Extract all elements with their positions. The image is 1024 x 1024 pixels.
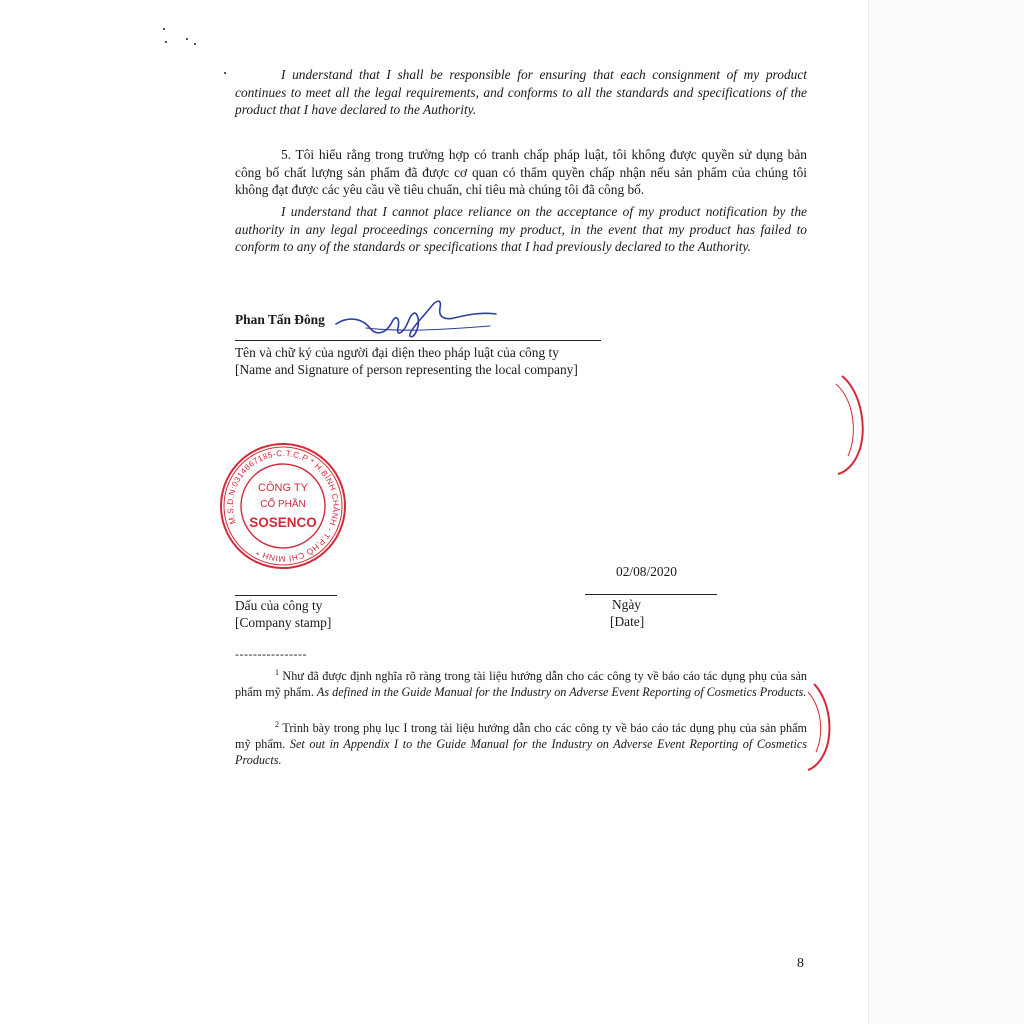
stamp-label-vi: Dấu của công ty bbox=[235, 598, 323, 613]
footnote-separator: ---------------- bbox=[235, 647, 307, 661]
footnote-2-en: Set out in Appendix I to the Guide Manual for the Industry on Adverse Event Reporting of Cosmetics Products. bbox=[235, 737, 807, 767]
footnote-1-mark: 1 bbox=[275, 667, 279, 677]
date-label-en: [Date] bbox=[610, 614, 645, 629]
partial-stamp-edge-bottom bbox=[806, 682, 836, 772]
stamp-line-2: CỔ PHẦN bbox=[260, 499, 306, 510]
signer-name: Phan Tấn Đông bbox=[235, 312, 325, 327]
page-edge bbox=[868, 0, 1024, 1024]
stamp-line bbox=[235, 595, 337, 596]
footnote-2-vi: Trình bày trong phụ lục I trong tài liệu hướng dẫn cho các công ty về báo cáo tác dụng phụ của sản phẩm mỹ phẩm. bbox=[235, 721, 807, 751]
stamp-line-3: SOSENCO bbox=[249, 515, 317, 530]
signature-line bbox=[235, 340, 601, 341]
footnote-2-mark: 2 bbox=[275, 719, 279, 729]
signature-label-en: [Name and Signature of person representing the local company] bbox=[235, 362, 578, 377]
paragraph-5-vietnamese: 5. Tôi hiểu rằng trong trường hợp có tranh chấp pháp luật, tôi không được quyền sử dụng bản công bố chất lượng sản phẩm đã được cơ quan có thẩm quyền chấp nhận nếu sản phẩm của chúng tôi không đạt được các yêu cầu về tiêu chuẩn, chỉ tiêu mà chúng tôi đã công bố. bbox=[235, 147, 807, 197]
date-line bbox=[585, 594, 717, 595]
footnote-1 bbox=[235, 668, 807, 700]
date-label-vi: Ngày bbox=[612, 597, 642, 612]
stamp-line-1: CÔNG TY bbox=[258, 482, 308, 494]
signature-label-vi: Tên và chữ ký của người đại diện theo pháp luật của công ty bbox=[235, 345, 559, 360]
partial-stamp-edge-top bbox=[832, 372, 872, 476]
stamp-label-en: [Company stamp] bbox=[235, 615, 332, 630]
footnote-1-vi: Như đã được định nghĩa rõ ràng trong tài liệu hướng dẫn cho các công ty về báo cáo tác dụng phụ của sản phẩm mỹ phẩm. bbox=[235, 669, 807, 699]
paragraph-4-english: I understand that I shall be responsible for ensuring that each consignment of my product continues to meet all the legal requirements, and conforms to all the standards and specifications of the product that I have declared to the Authority. bbox=[235, 67, 807, 117]
company-stamp bbox=[218, 441, 348, 571]
paragraph-5-english: I understand that I cannot place reliance on the acceptance of my product notification by the authority in any legal proceedings concerning my product, in the event that my product has failed to conform to any of the standards or specifications that I had previously declared to the Authority. bbox=[235, 204, 807, 254]
footnote-1-en: As defined in the Guide Manual for the Industry on Adverse Event Reporting of Cosmetics Products. bbox=[316, 685, 807, 699]
handwritten-signature bbox=[330, 288, 510, 348]
date-value: 02/08/2020 bbox=[616, 564, 678, 579]
page-number: 8 bbox=[797, 956, 804, 971]
stamp-ring-text: M.S.D.N:0314867185-C.T.C.P * H.BÌNH CHÁNH - T.P.HỒ CHÍ MINH * bbox=[225, 448, 341, 564]
footnote-2 bbox=[235, 720, 807, 768]
